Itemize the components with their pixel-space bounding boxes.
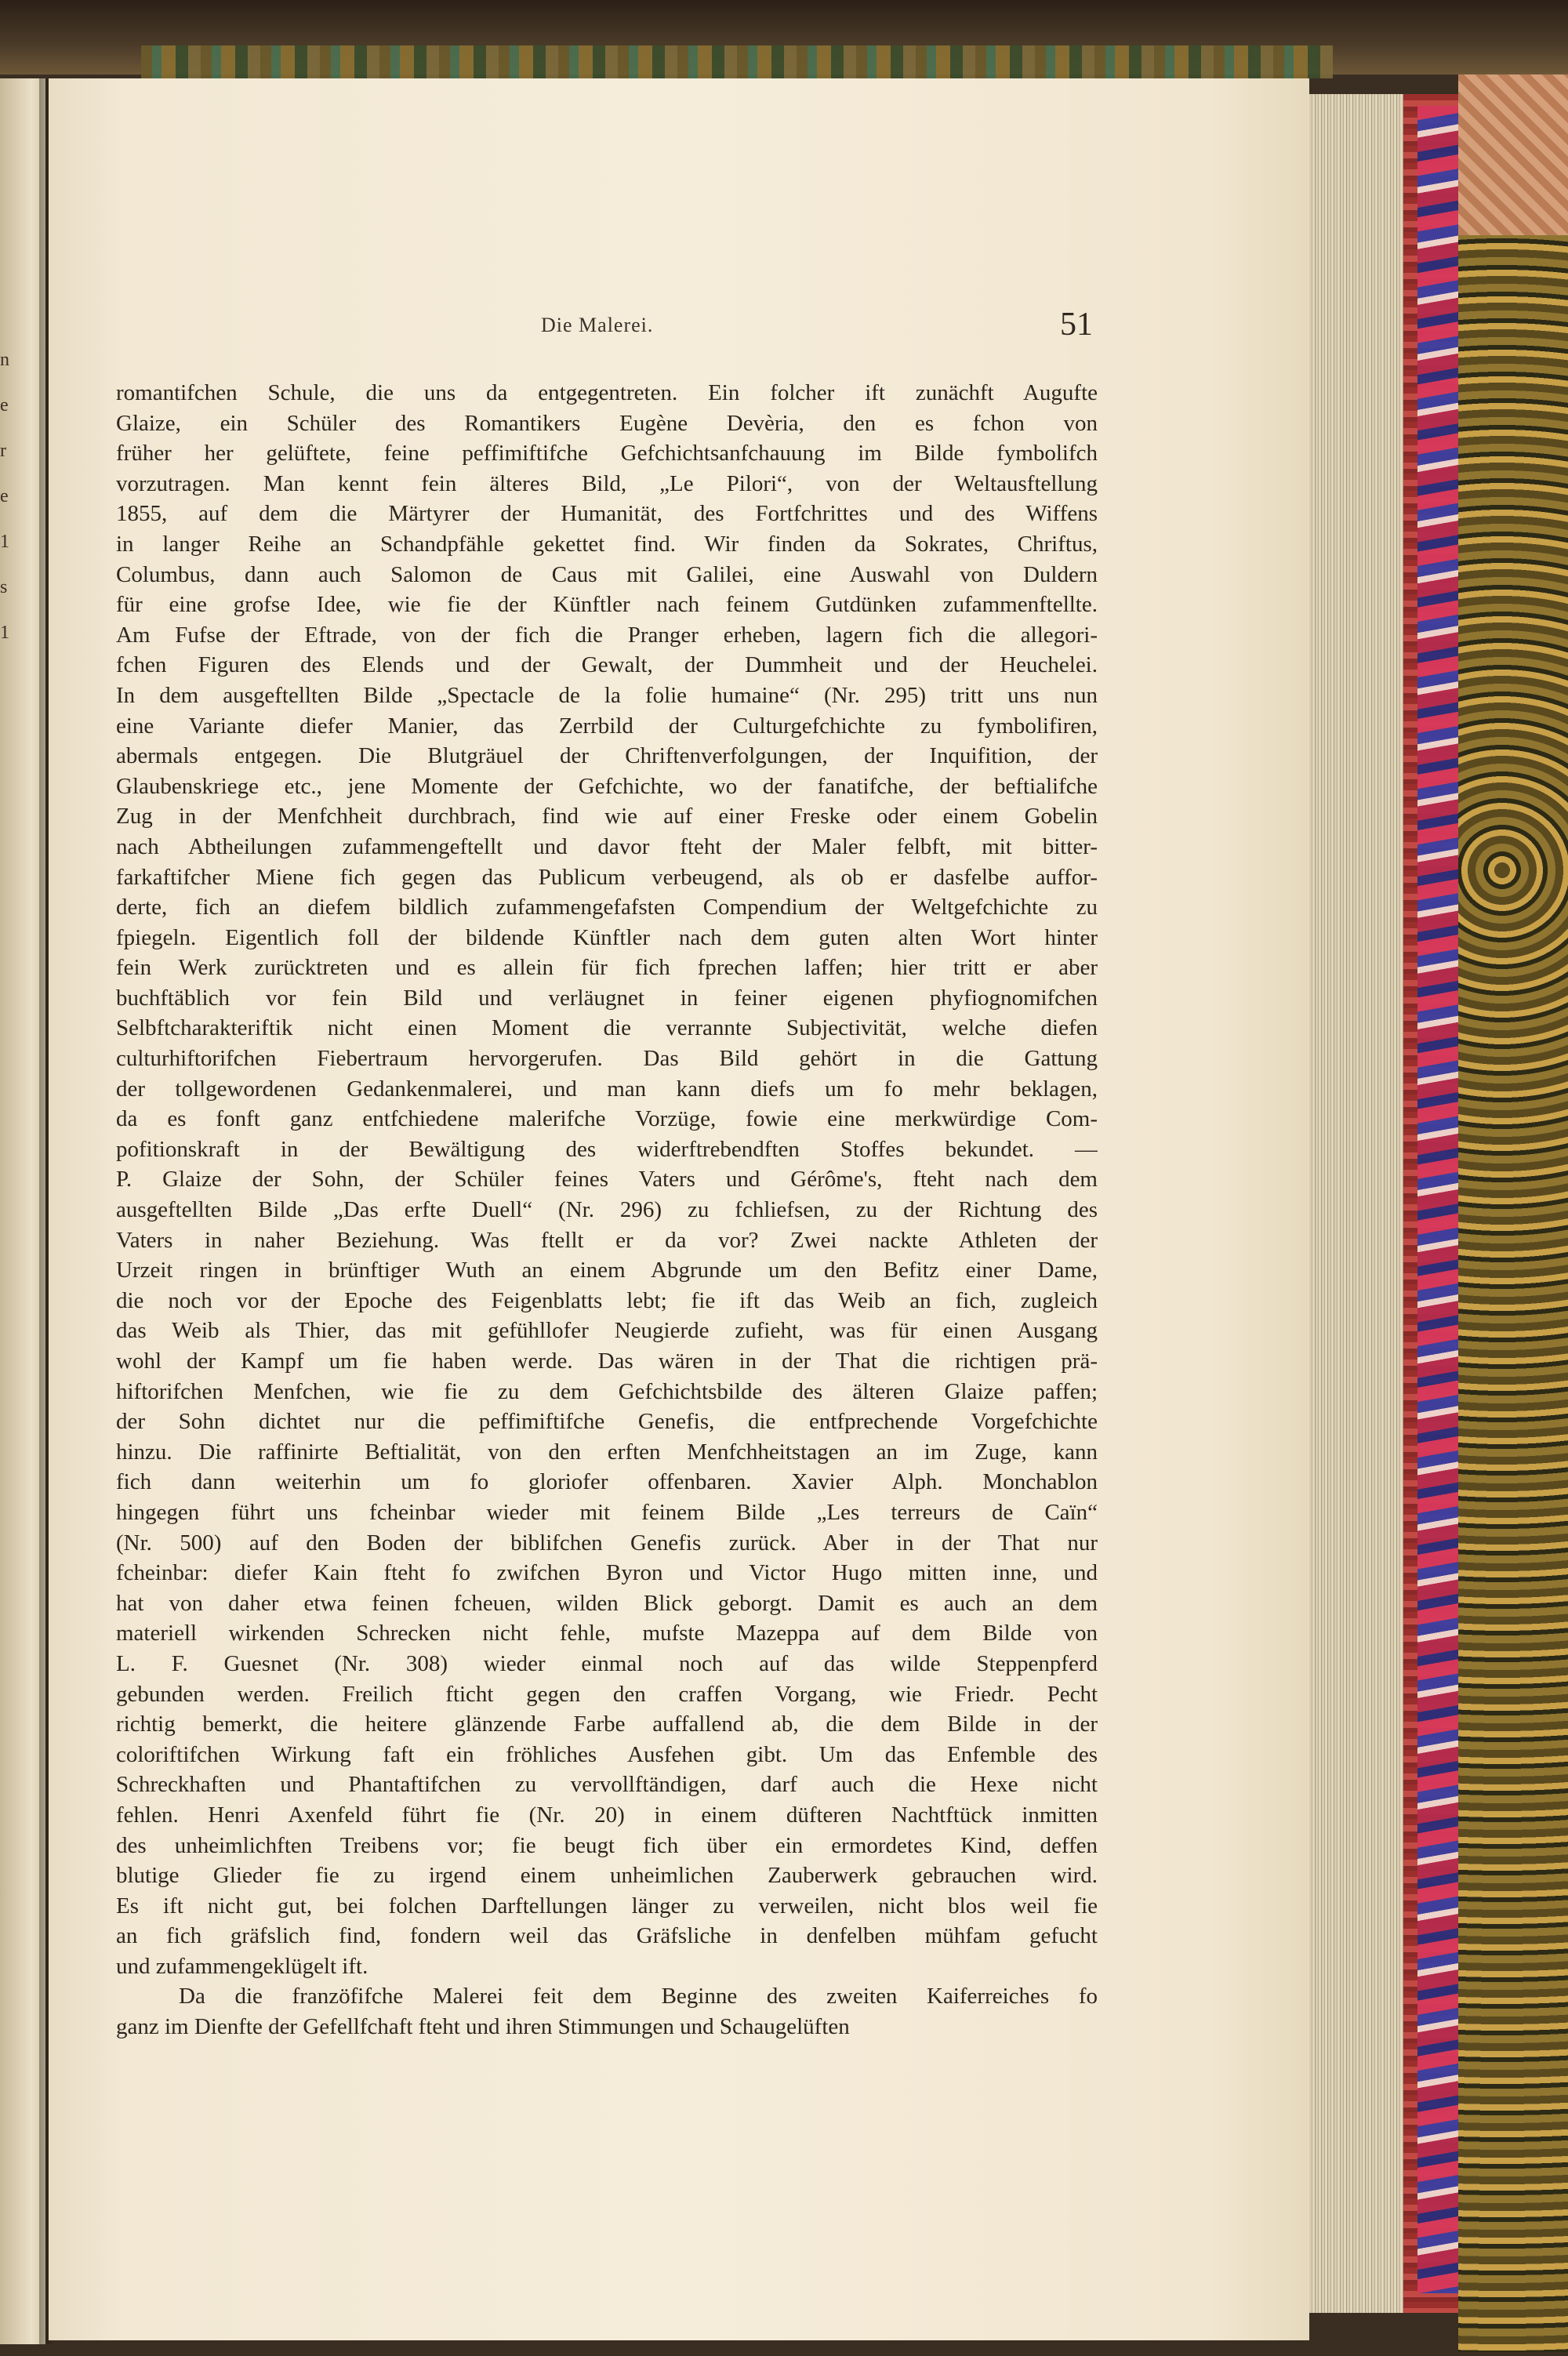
text-line: P. Glaize der Sohn, der Schüler feines Vaters und Gérôme's, fteht nach dem bbox=[116, 1167, 1098, 1193]
text-line: Glaize, ein Schüler des Romantikers Eugène Devèria, den es fchon von bbox=[116, 410, 1098, 436]
text-line: wohl der Kampf um fie haben werde. Das wären in der That die richtigen prä- bbox=[116, 1349, 1098, 1374]
text-line: fcheinbar: diefer Kain fteht fo zwifchen Byron und Victor Hugo mitten inne, und bbox=[116, 1560, 1098, 1586]
text-line: der tollgewordenen Gedankenmalerei, und man kann diefs um fo mehr beklagen, bbox=[116, 1076, 1098, 1102]
text-line: Urzeit ringen in brünftiger Wuth an einem Abgrunde um den Befitz einer Dame, bbox=[116, 1258, 1098, 1283]
marbled-top-edge bbox=[141, 45, 1333, 78]
text-line: derte, fich an diefem bildlich zufammengefafsten Compendium der Weltgefchichte zu bbox=[116, 895, 1098, 920]
facing-fragment: s bbox=[0, 577, 8, 597]
text-line: fehlen. Henri Axenfeld führt fie (Nr. 20) in einem düfteren Nachtftück inmitten bbox=[116, 1802, 1098, 1828]
facing-fragment: e bbox=[0, 486, 9, 506]
text-line: nach Abtheilungen zufammengeftellt und davor fteht der Maler felbft, mit bitter- bbox=[116, 833, 1098, 859]
text-line: ausgeftellten Bilde „Das erfte Duell“ (Nr. 296) zu fchliefsen, zu der Richtung des bbox=[116, 1197, 1098, 1223]
text-line: fpiegeln. Eigentlich foll der bildende Künftler nach dem guten alten Wort hinter bbox=[116, 924, 1098, 950]
facing-fragment: r bbox=[0, 441, 6, 461]
text-line: in langer Reihe an Schandpfähle gekettet find. Wir finden da Sokrates, Chriftus, bbox=[116, 531, 1098, 557]
text-line: das Weib als Thier, das mit gefühllofer Neugierde zufieht, was für einen Ausgang bbox=[116, 1318, 1098, 1344]
text-line: und zufammengeklügelt ift. bbox=[116, 1953, 368, 1979]
facing-page-fragments bbox=[0, 337, 24, 808]
facing-fragment: 1 bbox=[0, 532, 9, 552]
text-line: eine Variante diefer Manier, das Zerrbild der Culturgefchichte zu fymbolifiren, bbox=[116, 713, 1098, 739]
text-line: farkaftifcher Miene fich gegen das Publicum verbeugend, als ob er dasfelbe auffor- bbox=[116, 864, 1098, 890]
text-line: abermals entgegen. Die Blutgräuel der Chriftenverfolgungen, der Inquifition, der bbox=[116, 743, 1098, 769]
text-line: an fich gräfslich find, fondern weil das Gräfsliche in denfelben mühfam gefucht bbox=[116, 1923, 1098, 1949]
text-line: romantifchen Schule, die uns da entgegentreten. Ein folcher ift zunächft Augufte bbox=[116, 380, 1098, 405]
text-line: Selbftcharakteriftik nicht einen Moment die verrannte Subjectivität, welche diefen bbox=[116, 1015, 1098, 1041]
text-line: L. F. Guesnet (Nr. 308) wieder einmal noch auf das wilde Steppenpferd bbox=[116, 1650, 1098, 1676]
text-line: die noch vor der Epoche des Feigenblatts lebt; fie ift das Weib an fich, zugleich bbox=[116, 1287, 1098, 1313]
text-line: des unheimlichften Treibens vor; fie beugt fich über ein ermordetes Kind, deffen bbox=[116, 1832, 1098, 1858]
text-line: da es fonft ganz entfchiedene malerifche Vorzüge, fowie eine merkwürdige Com- bbox=[116, 1106, 1098, 1132]
text-line: culturhiftorifchen Fiebertraum hervorgerufen. Das Bild gehört in die Gattung bbox=[116, 1046, 1098, 1072]
text-line: früher her gelüftete, feine peffimiftifche Gefchichtsanfchauung im Bilde fymbolifch bbox=[116, 441, 1098, 466]
text-line: der Sohn dichtet nur die peffimiftifche Genefis, die entfprechende Vorgefchichte bbox=[116, 1409, 1098, 1435]
text-line: Da die franzöfifche Malerei feit dem Beginne des zweiten Kaiferreiches fo bbox=[179, 1984, 1098, 2009]
text-line: hat von daher etwa feinen fcheuen, wilden Blick geborgt. Damit es auch an dem bbox=[116, 1590, 1098, 1616]
text-line: In dem ausgeftellten Bilde „Spectacle de la folie humaine“ (Nr. 295) tritt uns nun bbox=[116, 682, 1098, 708]
text-line: pofitionskraft in der Bewältigung des widerftrebendften Stoffes bekundet. — bbox=[116, 1136, 1098, 1162]
text-line: für eine grofse Idee, wie fie der Künftler nach feinem Gutdünken zufammenftellte. bbox=[116, 592, 1098, 618]
text-line: hiftorifchen Menfchen, wie fie zu dem Gefchichtsbilde des älteren Glaize paffen; bbox=[116, 1378, 1098, 1404]
text-line: gebunden werden. Freilich fticht gegen den craffen Vorgang, wie Friedr. Pecht bbox=[116, 1681, 1098, 1707]
page-number: 51 bbox=[1060, 307, 1093, 343]
text-line: Glaubenskriege etc., jene Momente der Gefchichte, wo der fanatifche, der beftialifche bbox=[116, 773, 1098, 799]
cover-corner bbox=[1458, 74, 1568, 235]
text-line: materiell wirkenden Schrecken nicht fehle, mufste Mazeppa auf dem Bilde von bbox=[116, 1621, 1098, 1646]
text-line: Vaters in naher Beziehung. Was ftellt er da vor? Zwei nackte Athleten der bbox=[116, 1227, 1098, 1253]
text-line: fich dann weiterhin um fo gloriofer offenbaren. Xavier Alph. Monchablon bbox=[116, 1469, 1098, 1495]
text-line: hingegen führt uns fcheinbar wieder mit feinem Bilde „Les terreurs de Caïn“ bbox=[116, 1499, 1098, 1525]
text-line: coloriftifchen Wirkung faft ein fröhliches Ausfehen gibt. Um das Enfemble des bbox=[116, 1741, 1098, 1767]
text-line: richtig bemerkt, die heitere glänzende Farbe auffallend ab, die dem Bilde in der bbox=[116, 1712, 1098, 1737]
text-line: fein Werk zurücktreten und es allein für fich fprechen laffen; hier tritt er aber bbox=[116, 955, 1098, 981]
page-header bbox=[0, 307, 1568, 359]
text-line: Am Fufse der Eftrade, von der fich die Pranger erheben, lagern fich die allegori- bbox=[116, 622, 1098, 648]
body-text bbox=[116, 378, 1098, 2042]
text-line: buchftäblich vor fein Bild und verläugnet in feiner eigenen phyfiognomifchen bbox=[116, 985, 1098, 1011]
text-line: fchen Figuren des Elends und der Gewalt, der Dummheit und der Heuchelei. bbox=[116, 652, 1098, 678]
page-fore-edge bbox=[1309, 94, 1403, 2313]
text-line: blutige Glieder fie zu irgend einem unheimlichen Zauberwerk gebrauchen wird. bbox=[116, 1863, 1098, 1889]
facing-fragment: n bbox=[0, 350, 9, 370]
facing-fragment: 1 bbox=[0, 623, 9, 643]
text-line: hinzu. Die raffinirte Beftialität, von den erften Menfchheitstagen an im Zuge, kann bbox=[116, 1439, 1098, 1465]
running-head: Die Malerei. bbox=[541, 314, 654, 336]
marbled-edge bbox=[1417, 106, 1458, 2293]
text-line: Es ift nicht gut, bei folchen Darftellungen länger zu verweilen, nicht blos weil fie bbox=[116, 1893, 1098, 1919]
text-line: 1855, auf dem die Märtyrer der Humanität, des Fortfchrittes und des Wiffens bbox=[116, 501, 1098, 527]
marbled-endpaper bbox=[1458, 235, 1568, 2352]
text-line: vorzutragen. Man kennt fein älteres Bild, „Le Pilori“, von der Weltausftellung bbox=[116, 470, 1098, 496]
text-line: Columbus, dann auch Salomon de Caus mit Galilei, eine Auswahl von Duldern bbox=[116, 561, 1098, 587]
text-line: Schreckhaften und Phantaftifchen zu vervollftändigen, darf auch die Hexe nicht bbox=[116, 1772, 1098, 1798]
text-line: ganz im Dienfte der Gefellfchaft fteht und ihren Stimmungen und Schaugelüften bbox=[116, 2014, 850, 2040]
text-line: (Nr. 500) auf den Boden der biblifchen Genefis zurück. Aber in der That nur bbox=[116, 1530, 1098, 1556]
facing-fragment: e bbox=[0, 395, 9, 416]
text-line: Zug in der Menfchheit durchbrach, find wie auf einer Freske oder einem Gobelin bbox=[116, 804, 1098, 830]
